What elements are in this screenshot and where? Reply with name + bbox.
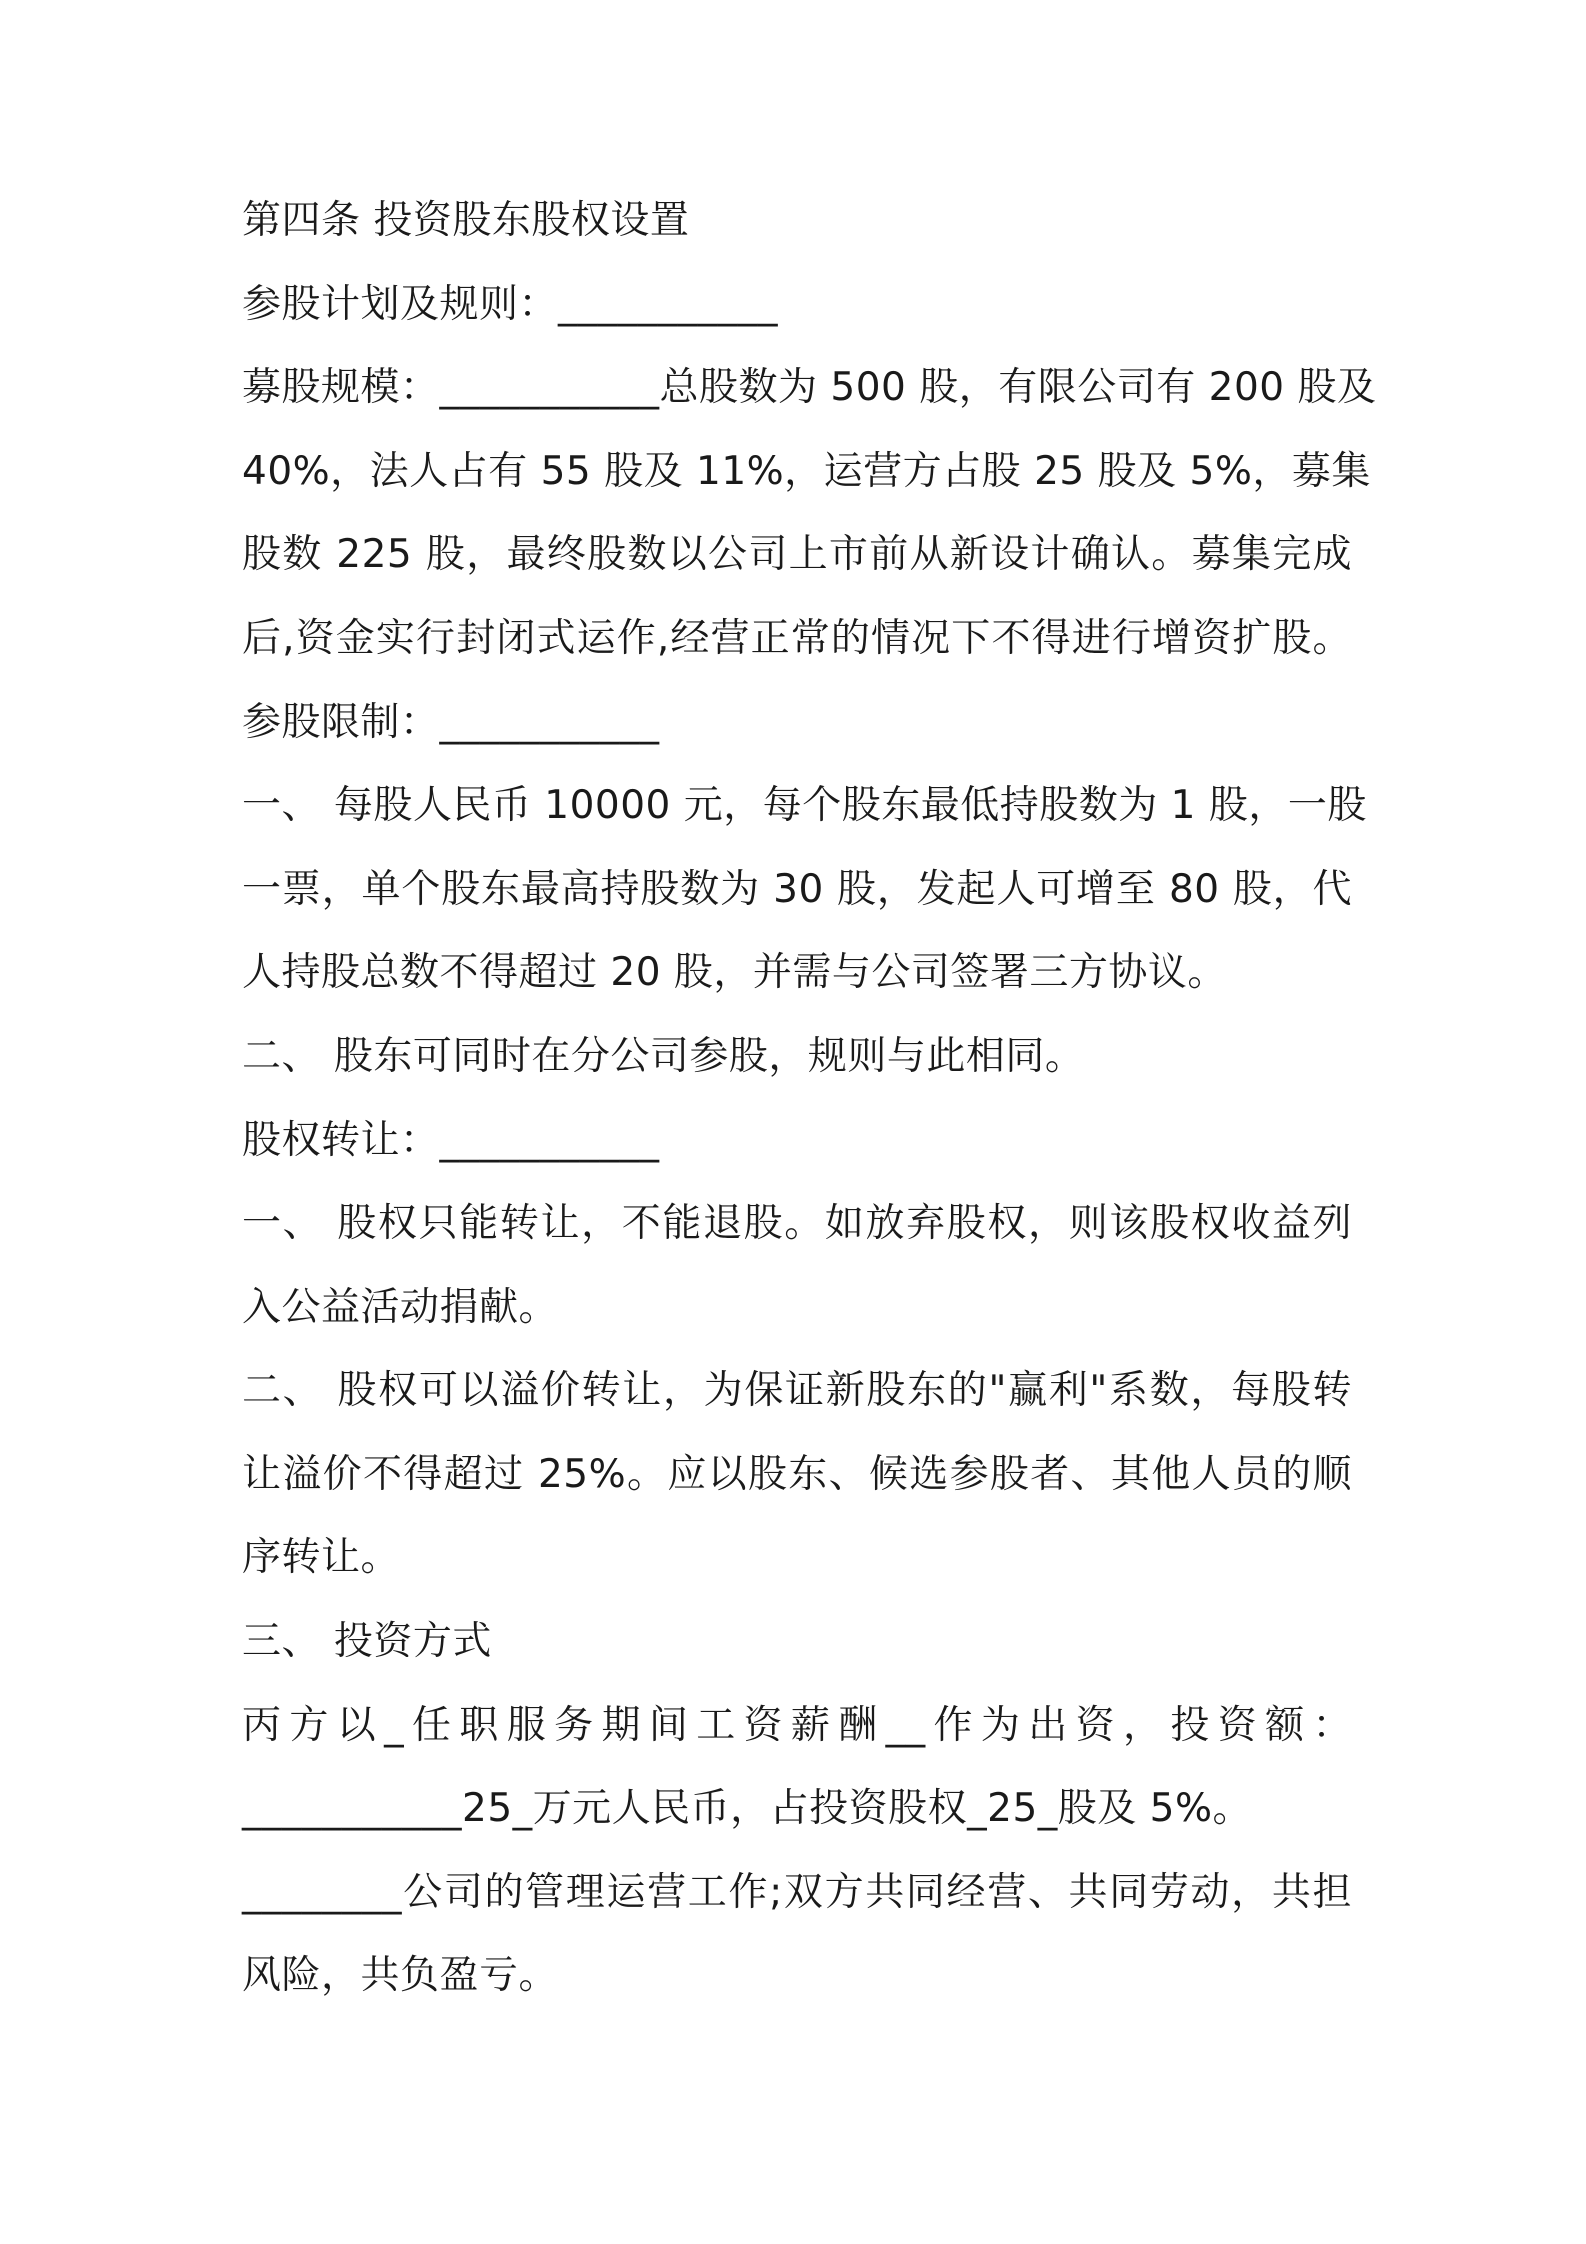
- equity-transfer-heading: 股权转让：___________: [242, 1118, 660, 1163]
- fundraising-scale-line-2: 40%，法人占有 55 股及 11%，运营方占股 25 股及 5%，募集: [242, 449, 1371, 494]
- participation-limit-heading: 参股限制：___________: [242, 700, 660, 745]
- transfer-item-1-line-1: 一、 股权只能转让，不能退股。如放弃股权，则该股权收益列: [242, 1201, 1352, 1246]
- limit-item-1-line-1: 一、 每股人民币 10000 元，每个股东最低持股数为 1 股，一股: [242, 783, 1367, 828]
- participation-plan-line: 参股计划及规则：___________: [242, 282, 779, 327]
- transfer-item-2-line-2: 让溢价不得超过 25%。应以股东、候选参股者、其他人员的顺: [242, 1452, 1352, 1497]
- investment-method-heading: 三、 投资方式: [242, 1619, 492, 1664]
- limit-item-1-line-3: 人持股总数不得超过 20 股，并需与公司签署三方协议。: [242, 950, 1227, 995]
- limit-item-2: 二、 股东可同时在分公司参股，规则与此相同。: [242, 1034, 1085, 1079]
- investment-method-line-2: ___________25_万元人民币，占投资股权_25_股及 5%。: [242, 1786, 1253, 1831]
- investment-method-line-1: 丙方以_任职服务期间工资薪酬__作为出资，投资额：: [242, 1703, 1352, 1748]
- transfer-item-2-line-3: 序转让。: [242, 1535, 401, 1580]
- management-line-2: 风险，共负盈亏。: [242, 1953, 559, 1998]
- limit-item-1-line-2: 一票，单个股东最高持股数为 30 股，发起人可增至 80 股，代: [242, 867, 1352, 912]
- fundraising-scale-line-4: 后,资金实行封闭式运作,经营正常的情况下不得进行增资扩股。: [242, 616, 1352, 661]
- transfer-item-1-line-2: 入公益活动捐献。: [242, 1285, 559, 1330]
- fundraising-scale-line-1: 募股规模：___________总股数为 500 股，有限公司有 200 股及: [242, 365, 1377, 410]
- article-heading: 第四条 投资股东股权设置: [242, 198, 690, 243]
- fundraising-scale-line-3: 股数 225 股，最终股数以公司上市前从新设计确认。募集完成: [242, 532, 1352, 577]
- transfer-item-2-line-1: 二、 股权可以溢价转让，为保证新股东的"赢利"系数，每股转: [242, 1368, 1352, 1413]
- management-line-1: ________公司的管理运营工作;双方共同经营、共同劳动，共担: [242, 1870, 1352, 1915]
